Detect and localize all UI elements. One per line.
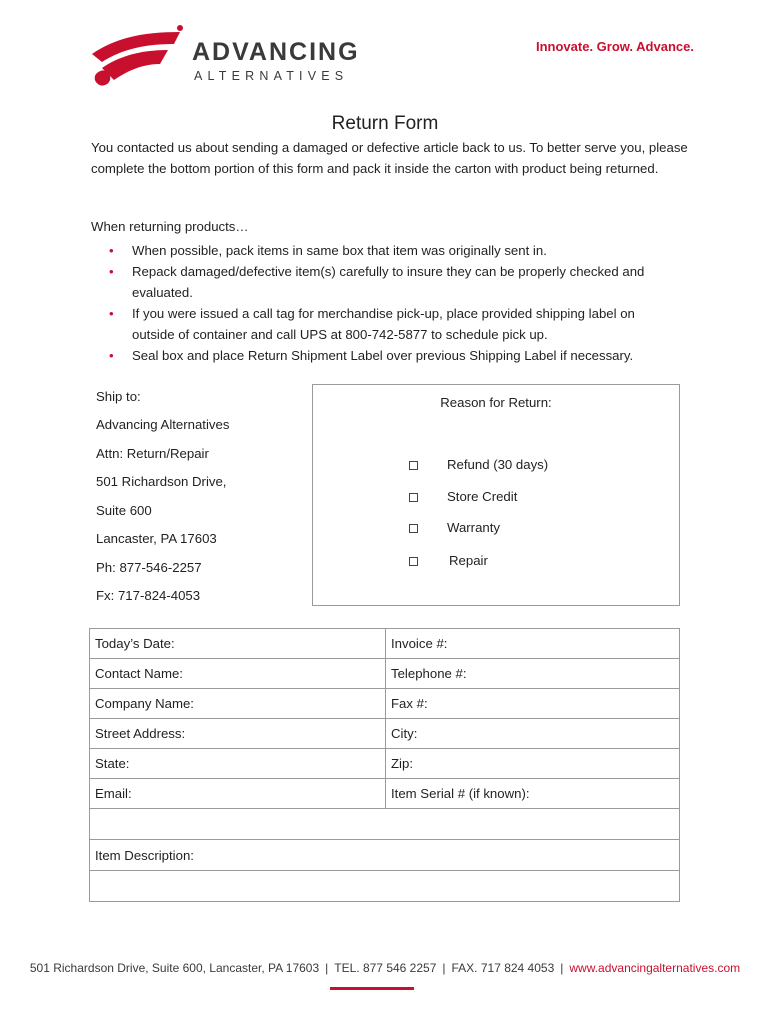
street-address-field[interactable]: Street Address: — [90, 719, 386, 749]
store-credit-label: Store Credit — [447, 489, 518, 504]
table-row — [90, 779, 680, 809]
table-row — [90, 719, 680, 749]
warranty-label: Warranty — [447, 520, 501, 535]
telephone-field[interactable]: Telephone #: — [386, 659, 680, 689]
warranty-checkbox[interactable] — [409, 524, 418, 533]
ship-to-label: Ship to: — [96, 389, 141, 404]
refund-label: Refund (30 days) — [447, 457, 549, 472]
ship-to-attn: Attn: Return/Repair — [96, 446, 209, 461]
bullet-icon: • — [109, 243, 114, 258]
reason-title: Reason for Return: — [440, 395, 552, 410]
bullet-icon: • — [109, 348, 114, 363]
footer-contact — [0, 961, 770, 975]
instructions-heading: When returning products… — [91, 219, 249, 234]
table-row — [90, 629, 680, 659]
item-description-entry[interactable] — [90, 871, 680, 902]
refund-checkbox[interactable] — [409, 461, 418, 470]
footer-divider: | — [325, 961, 329, 975]
footer-tel: TEL. 877 546 2257 — [334, 961, 437, 975]
footer-fax: FAX. 717 824 4053 — [451, 961, 555, 975]
state-field[interactable]: State: — [90, 749, 386, 779]
page-title: Return Form — [331, 113, 439, 134]
table-row — [90, 871, 680, 902]
todays-date-field[interactable]: Today’s Date: — [90, 629, 386, 659]
table-row — [90, 840, 680, 871]
list-item: • Repack damaged/defective item(s) carefully to insure they can be properly checked and evaluated. — [107, 261, 667, 303]
ship-to-street: 501 Richardson Drive, — [96, 474, 227, 489]
item-description-field[interactable]: Item Description: — [90, 840, 680, 871]
footer-website-link[interactable]: www.advancingalternatives.com — [569, 961, 741, 975]
list-item: • If you were issued a call tag for merchandise pick-up, place provided shipping label on outside of container and call UPS at 800-742-5877 to schedule pick up. — [107, 303, 667, 345]
repair-checkbox[interactable] — [409, 557, 418, 566]
bullet-icon: • — [109, 264, 114, 279]
instructions-list — [107, 240, 667, 366]
invoice-field[interactable]: Invoice #: — [386, 629, 680, 659]
email-field[interactable]: Email: — [90, 779, 386, 809]
footer-divider: | — [560, 961, 564, 975]
repair-label: Repair — [449, 553, 488, 568]
table-row — [90, 659, 680, 689]
return-details-form — [89, 628, 680, 902]
ship-to-city: Lancaster, PA 17603 — [96, 531, 217, 546]
tagline: Innovate. Grow. Advance. — [536, 39, 694, 54]
logo-mark-icon — [88, 24, 188, 90]
ship-to-fax: Fx: 717-824-4053 — [96, 588, 201, 603]
footer-divider: | — [442, 961, 446, 975]
blank-field[interactable] — [90, 809, 680, 840]
ship-to-suite: Suite 600 — [96, 503, 152, 518]
footer-accent-line — [330, 987, 414, 990]
bullet-icon: • — [109, 306, 114, 321]
store-credit-checkbox[interactable] — [409, 493, 418, 502]
reason-for-return-box — [312, 384, 680, 606]
company-logo — [88, 24, 378, 90]
city-field[interactable]: City: — [386, 719, 680, 749]
company-name-field[interactable]: Company Name: — [90, 689, 386, 719]
intro-paragraph: You contacted us about sending a damaged or defective article back to us. To better serve you, please complete the bottom portion of this form and pack it inside the carton with product being returned. — [91, 140, 688, 176]
table-row — [90, 809, 680, 840]
logo-wordmark: ADVANCING — [192, 38, 360, 66]
zip-field[interactable]: Zip: — [386, 749, 680, 779]
contact-name-field[interactable]: Contact Name: — [90, 659, 386, 689]
list-item: • Seal box and place Return Shipment Label over previous Shipping Label if necessary. — [107, 345, 667, 366]
list-item: • When possible, pack items in same box that item was originally sent in. — [107, 240, 667, 261]
ship-to-name: Advancing Alternatives — [96, 417, 230, 432]
footer-address: 501 Richardson Drive, Suite 600, Lancaster, PA 17603 — [29, 961, 320, 975]
item-serial-field[interactable]: Item Serial # (if known): — [386, 779, 680, 809]
ship-to-phone: Ph: 877-546-2257 — [96, 560, 202, 575]
logo-subtitle: ALTERNATIVES — [194, 69, 349, 83]
table-row — [90, 689, 680, 719]
table-row — [90, 749, 680, 779]
fax-field[interactable]: Fax #: — [386, 689, 680, 719]
